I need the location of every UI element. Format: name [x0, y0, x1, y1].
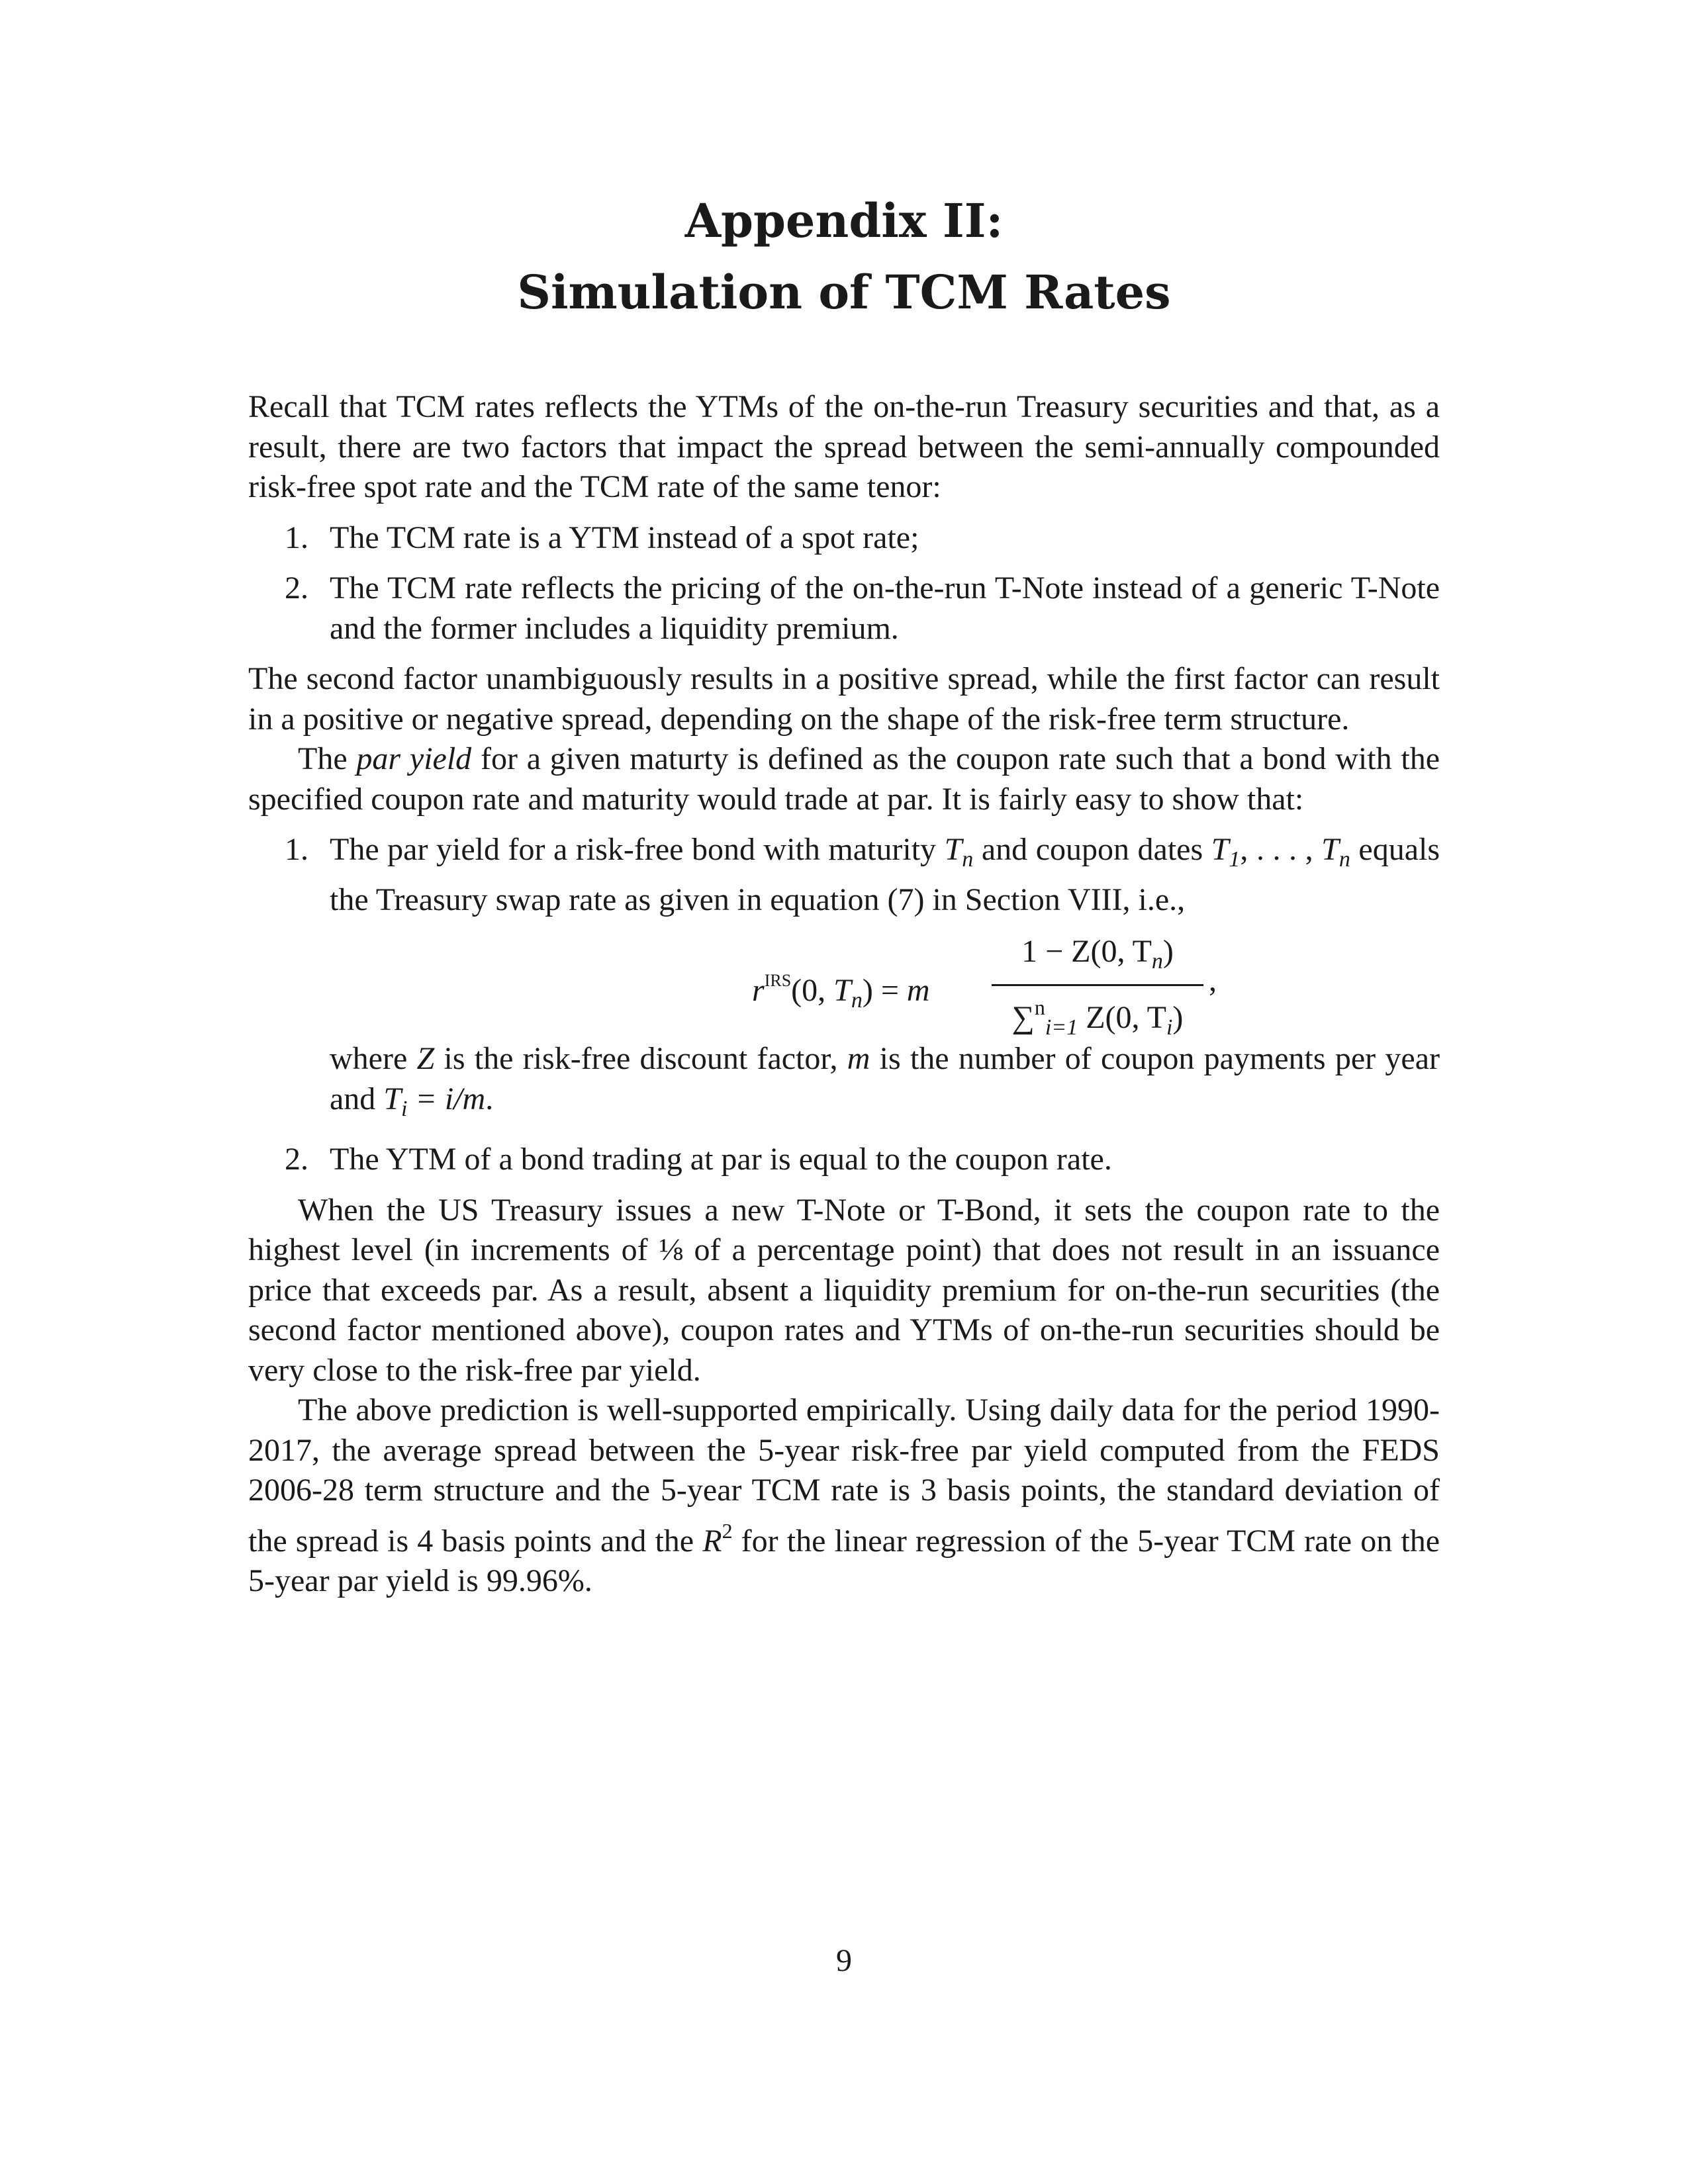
list-number: 2. [285, 570, 308, 606]
math-subscript-n: n [1151, 949, 1163, 974]
math-subscript-1: 1 [1229, 847, 1241, 872]
math-T: T [1211, 832, 1229, 867]
text-span: The above prediction is well-supported empirically. Using daily data for the period 1990-2017, the average spread between the 5-year risk-free par yield computed from the FEDS 2006-28 term structure and the 5-year TCM rate is 3 basis points, the standard deviation of the spread is 4 basis points and the [248, 1392, 1440, 1559]
title-line-2: Simulation of TCM Rates [517, 265, 1171, 320]
math-superscript-2: 2 [722, 1518, 733, 1543]
text-span: is the number of coupon payments per year and [330, 1041, 1440, 1116]
math-close: ) [1162, 934, 1174, 969]
math-subscript-i: i [1166, 1015, 1173, 1040]
fraction-numerator [992, 932, 1203, 981]
math-sum: ∑ [1011, 1000, 1035, 1035]
factors-list [248, 518, 1440, 649]
text-span: The par yield for a risk-free bond with maturity [330, 832, 945, 867]
math-T: T [944, 832, 962, 867]
appendix-title [0, 185, 1688, 328]
math-sum-upper: n [1034, 995, 1045, 1019]
empirical-paragraph [248, 1390, 1440, 1602]
treasury-paragraph: When the US Treasury issues a new T-Note or T-Bond, it sets the coupon rate to the highest level (in increments of ⅛ of a percentage point) that does not result in an issuance price that exceeds par. As a result, absent a liquidity premium for on-the-run securities (the second factor mentioned above), coupon rates and YTMs of on-the-run securities should be very close to the risk-free par yield. [248, 1192, 1440, 1388]
list-number: 1. [285, 832, 308, 867]
math-T: T [383, 1081, 402, 1116]
formula-lhs [752, 961, 930, 1021]
second-factor-paragraph: The second factor unambiguously results in a positive spread, while the first factor can result in a positive or negative spread, depending on the shape of the risk-free term structure. [248, 661, 1440, 737]
facts-list [248, 830, 1440, 1180]
math-superscript-irs: IRS [764, 971, 792, 990]
math-ellipsis: , . . . , [1240, 832, 1322, 867]
title-line-1: Appendix II: [684, 193, 1004, 248]
fraction-bar [992, 984, 1203, 986]
math-denominator-text: Z(0, T [1078, 1000, 1166, 1035]
par-yield-paragraph [248, 739, 1440, 819]
math-subscript-i: i [401, 1096, 408, 1121]
math-r: r [752, 973, 765, 1008]
text-span: for the linear regression of the 5-year TCM rate on the 5-year par yield is 99.96%. [248, 1523, 1440, 1598]
text-span: . [485, 1081, 494, 1116]
list-number: 1. [285, 520, 308, 555]
math-equals: ) = [862, 973, 907, 1008]
list-text: The YTM of a bond trading at par is equal to the coupon rate. [330, 1142, 1112, 1177]
list-item [248, 569, 1440, 649]
formula-fraction [992, 932, 1203, 1048]
text-span: equals the Treasury swap rate as given in equation (7) in Section VIII, i.e., [330, 832, 1440, 917]
math-subscript-n: n [962, 847, 974, 872]
math-close: ) [1172, 1000, 1184, 1035]
body-text [248, 387, 1440, 1602]
intro-paragraph: Recall that TCM rates reflects the YTMs of the on-the-run Treasury securities and that, as a result, there are two factors that impact the spread between the semi-annually compounded risk-free spot rate and the TCM rate of the same tenor: [248, 389, 1440, 504]
swap-rate-formula [330, 932, 1440, 1040]
list-number: 2. [285, 1142, 308, 1177]
math-Ti-eq: = i/m [407, 1081, 486, 1116]
text-span: and coupon dates [973, 832, 1211, 867]
list-text: The TCM rate is a YTM instead of a spot rate; [330, 520, 919, 555]
math-sum-lower: i=1 [1045, 1015, 1078, 1040]
math-numerator-text: 1 − Z(0, T [1021, 934, 1152, 969]
math-subscript-n: n [1338, 847, 1350, 872]
par-yield-term: par yield [356, 741, 472, 776]
list-item [248, 518, 1440, 559]
formula-comma: , [1209, 963, 1217, 998]
math-m: m [906, 973, 930, 1008]
text-span: is the risk-free discount factor, [434, 1041, 847, 1076]
math-subscript-n: n [851, 988, 863, 1013]
math-R: R [702, 1523, 722, 1559]
fraction-denominator [992, 987, 1203, 1048]
text-span: for a given maturty is defined as the coupon rate such that a bond with the specified coupon rate and maturity would trade at par. It is fairly easy to show that: [248, 741, 1440, 817]
text-span: where [330, 1041, 417, 1076]
math-T: T [1321, 832, 1339, 867]
list-item [248, 830, 1440, 1129]
page-number: 9 [836, 1943, 852, 1978]
text-span: The [298, 741, 357, 776]
math-Z: Z [416, 1041, 435, 1076]
list-text: The TCM rate reflects the pricing of the on-the-run T-Note instead of a generic T-Note and the former includes a liquidity premium. [330, 570, 1440, 646]
math-m: m [847, 1041, 870, 1076]
math-T: T [833, 973, 851, 1008]
list-item [248, 1140, 1440, 1180]
math-args: (0, [791, 973, 834, 1008]
